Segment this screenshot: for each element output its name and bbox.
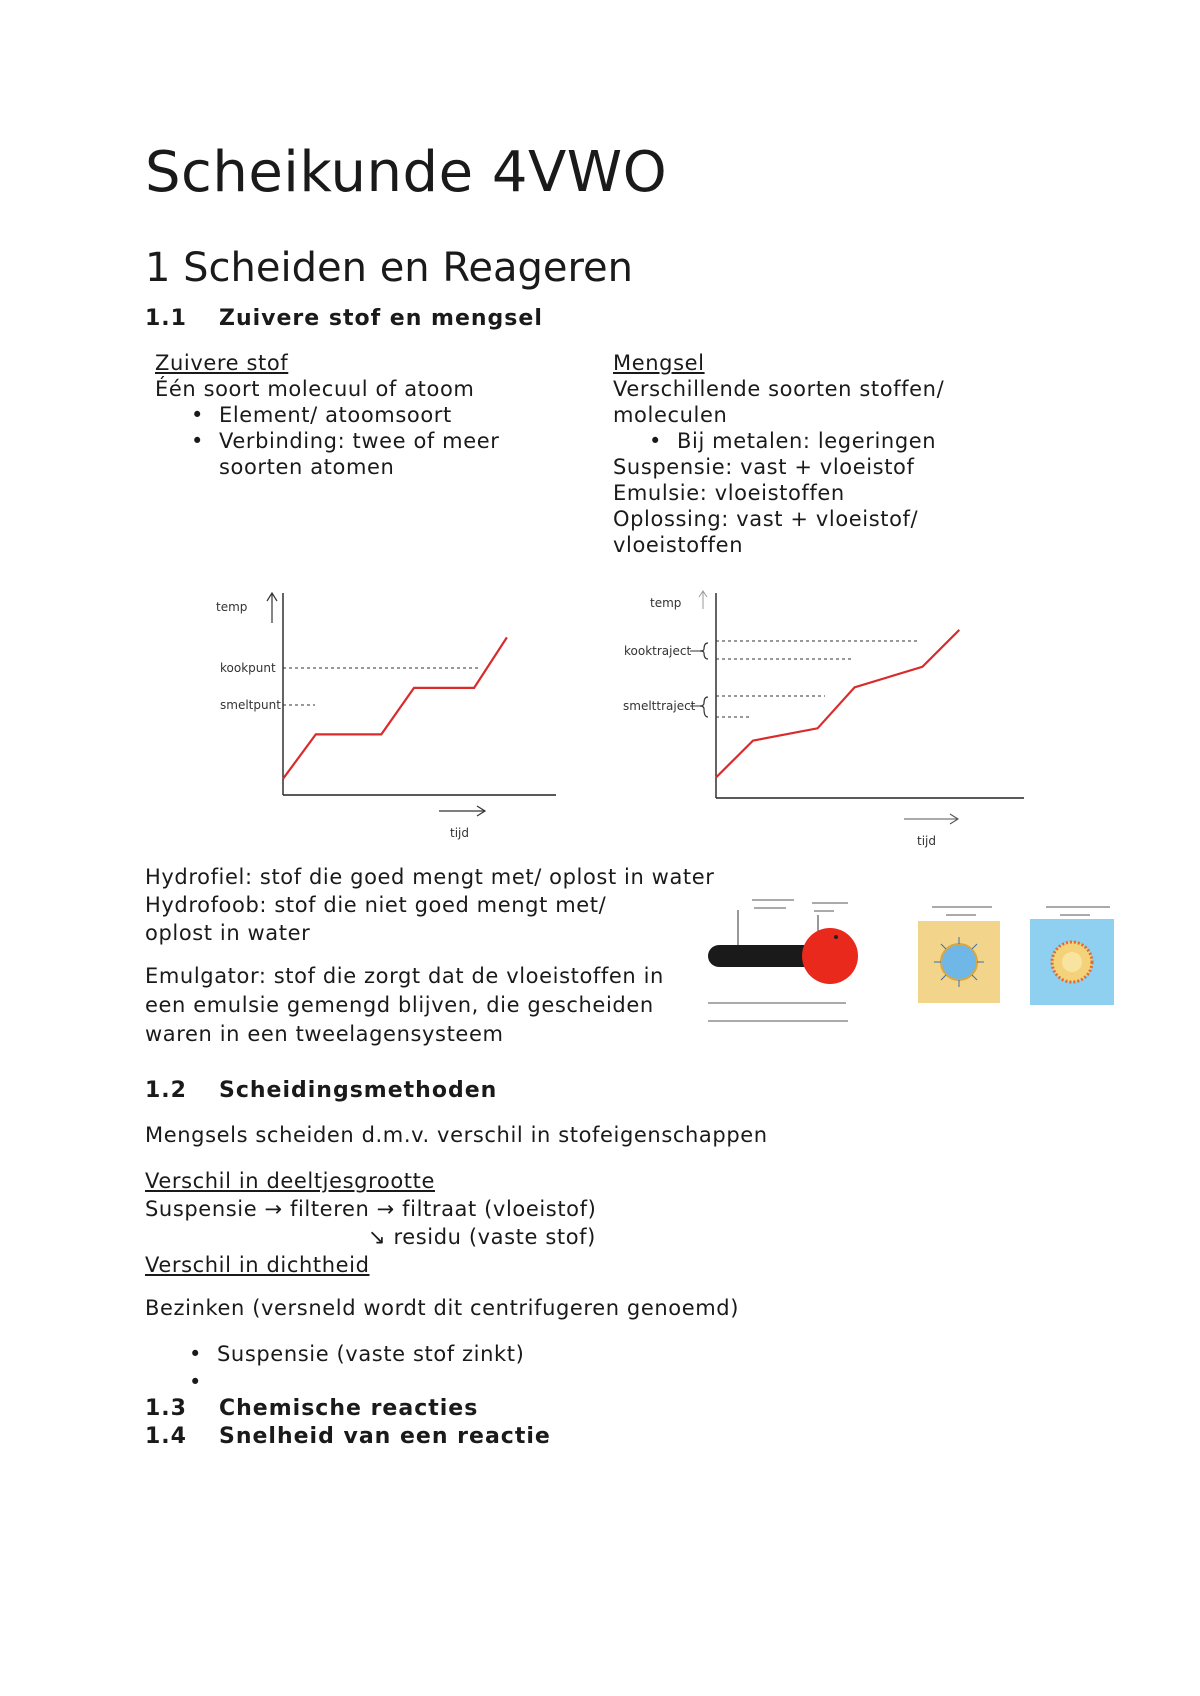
section-title: Snelheid van een reactie xyxy=(219,1424,551,1449)
section-1-2-heading xyxy=(145,1078,497,1103)
emulgator-figure-svg xyxy=(700,885,1120,1035)
mengsel-line: Oplossing: vast + vloeistof/ xyxy=(613,507,919,531)
deeltjesgrootte-block xyxy=(145,1167,1045,1279)
mengsel-line: Emulsie: vloeistoffen xyxy=(613,481,845,505)
mengsel-definition-2: moleculen xyxy=(613,403,728,427)
smelttraject-brace xyxy=(700,697,708,717)
hydrophilic-head xyxy=(802,928,858,984)
list-item: • Suspensie (vaste stof zinkt) xyxy=(145,1340,845,1368)
list-item: • Verbinding: twee of meer soorten atomen xyxy=(147,428,519,480)
section-title: Chemische reacties xyxy=(219,1396,479,1421)
section-title: Zuivere stof en mengsel xyxy=(219,306,543,331)
zuivere-stof-definition: Één soort molecuul of atoom xyxy=(155,377,475,401)
section-1-1-heading xyxy=(145,306,543,331)
micelle-1 xyxy=(941,944,977,980)
micelle-2-core xyxy=(1062,952,1082,972)
y-tick-label-smeltpunt: smeltpunt xyxy=(220,698,281,712)
list-item: • Element/ atoomsoort xyxy=(147,402,575,428)
section-1-4-heading xyxy=(145,1424,551,1449)
chart-mengsel-svg xyxy=(620,585,1040,860)
chart-zuivere-stof-svg xyxy=(210,585,570,850)
zuivere-stof-list xyxy=(147,402,575,480)
mengsel-block xyxy=(613,350,1053,558)
y-tick-label-kookpunt: kookpunt xyxy=(220,661,276,675)
emulgator-figure xyxy=(700,885,1120,1035)
emulgator-definition-3: waren in een tweelagensysteem xyxy=(145,1022,504,1046)
y-axis-label: temp xyxy=(216,600,248,614)
x-axis-label: tijd xyxy=(450,826,469,840)
y-tick-label-kooktraject: kooktraject xyxy=(624,644,692,658)
section-number: 1.2 xyxy=(145,1078,187,1103)
emulgator-definition-2: een emulsie gemengd blijven, die gescheiden xyxy=(145,993,654,1017)
document-title: Scheikunde 4VWO xyxy=(145,140,668,205)
bezinken-list xyxy=(145,1340,845,1394)
section-title: Scheidingsmethoden xyxy=(219,1078,498,1103)
list-item xyxy=(145,1368,845,1394)
section-number: 1.4 xyxy=(145,1424,187,1449)
deeltjesgrootte-heading: Verschil in deeltjesgrootte xyxy=(145,1169,435,1193)
head-charge-dot xyxy=(834,935,838,939)
section-number: 1.3 xyxy=(145,1396,187,1421)
series-line-0 xyxy=(283,637,507,778)
kooktraject-brace xyxy=(700,643,708,659)
mengsel-line: Suspensie: vast + vloeistof xyxy=(613,455,915,479)
zuivere-stof-block xyxy=(155,350,575,480)
y-tick-label-smelttraject: smelttraject xyxy=(623,699,696,713)
mengsel-line: vloeistoffen xyxy=(613,533,744,557)
mengsel-definition-1: Verschillende soorten stoffen/ xyxy=(613,377,945,401)
bezinken-line: Bezinken (versneld wordt dit centrifugeren genoemd) xyxy=(145,1296,740,1320)
list-item: • Bij metalen: legeringen xyxy=(605,428,1053,454)
mengsel-heading: Mengsel xyxy=(613,351,705,375)
section-1-3-heading xyxy=(145,1396,478,1421)
zuivere-stof-heading: Zuivere stof xyxy=(155,351,289,375)
scheidingsmethoden-intro: Mengsels scheiden d.m.v. verschil in stofeigenschappen xyxy=(145,1123,768,1147)
chapter-heading: 1 Scheiden en Reageren xyxy=(145,245,634,291)
residu-line: ↘ residu (vaste stof) xyxy=(368,1225,596,1249)
hydrofiel-definition: Hydrofiel: stof die goed mengt met/ oplost in water xyxy=(145,865,715,889)
chart-zuivere-stof xyxy=(210,585,570,850)
y-axis-label: temp xyxy=(650,596,682,610)
series-line-0 xyxy=(716,630,959,778)
dichtheid-heading: Verschil in dichtheid xyxy=(145,1253,370,1277)
chart-mengsel xyxy=(620,585,1040,860)
hydrofoob-definition-2: oplost in water xyxy=(145,921,311,945)
section-number: 1.1 xyxy=(145,306,187,331)
emulgator-definition-1: Emulgator: stof die zorgt dat de vloeistoffen in xyxy=(145,964,664,988)
hydrofoob-definition-1: Hydrofoob: stof die niet goed mengt met/ xyxy=(145,893,607,917)
filter-line: Suspensie → filteren → filtraat (vloeistof) xyxy=(145,1197,597,1221)
emulgator-block xyxy=(145,962,705,1049)
x-axis-label: tijd xyxy=(917,834,936,848)
mengsel-list xyxy=(605,428,1053,454)
